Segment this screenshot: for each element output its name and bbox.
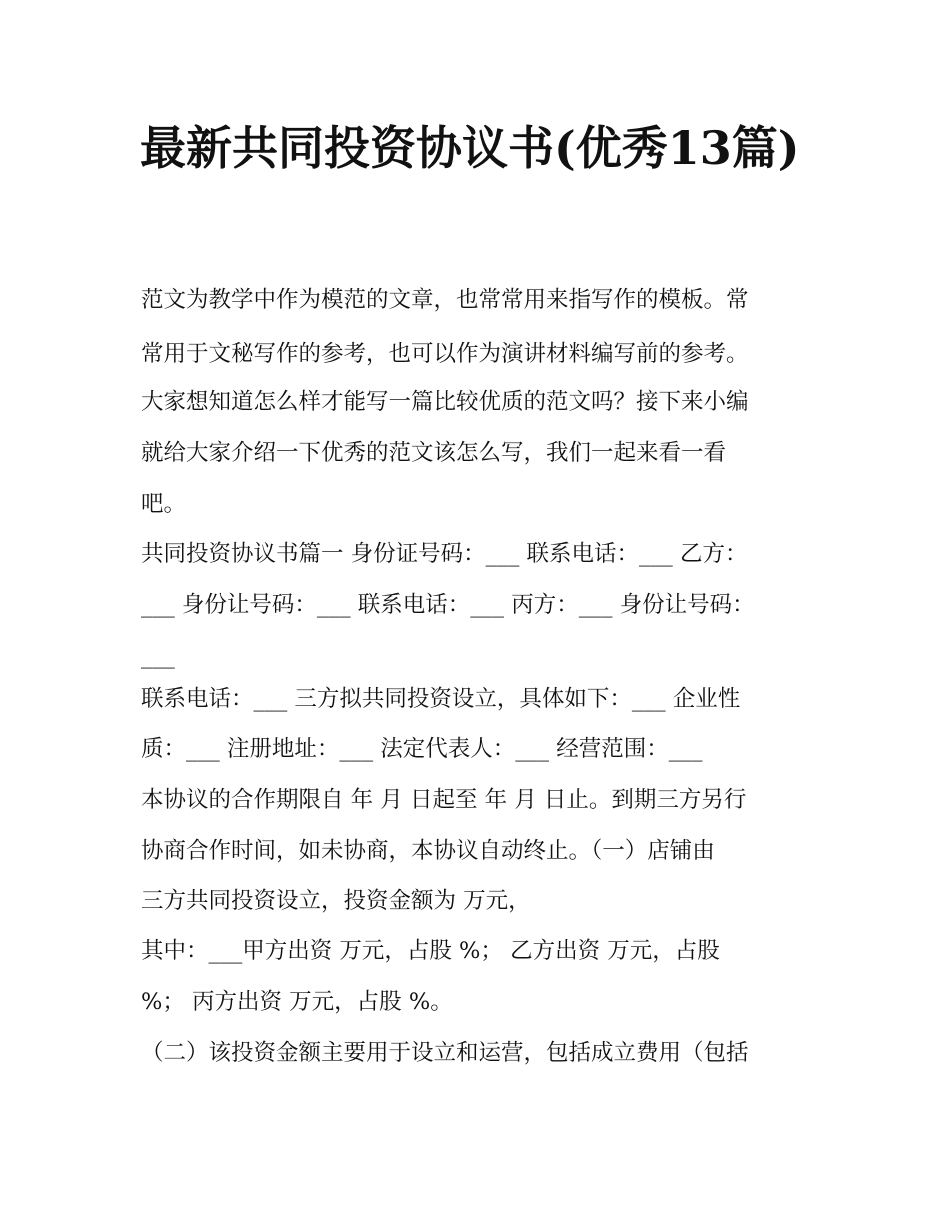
body-line: 范文为教学中作为模范的文章，也常常用来指写作的模板。常 bbox=[141, 287, 749, 313]
body-line: 三方共同投资设立，投资金额为 万元， bbox=[141, 888, 531, 914]
body-line: 联系电话：___ 三方拟共同投资设立，具体如下：___ 企业性 bbox=[141, 686, 741, 712]
body-line: 其中：___甲方出资 万元，占股 %； 乙方出资 万元，占股 bbox=[141, 938, 720, 964]
body-line: （二）该投资金额主要用于设立和运营，包括成立费用（包括 bbox=[141, 1040, 749, 1066]
body-line: ___ bbox=[141, 643, 175, 669]
body-line: ___ 身份让号码：___ 联系电话：___ 丙方：___ 身份让号码： bbox=[141, 592, 755, 618]
body-line: 协商合作时间，如未协商，本协议自动终止。（一）店铺由 bbox=[141, 838, 715, 864]
body-line: 本协议的合作期限自 年 月 日起至 年 月 日止。到期三方另行 bbox=[141, 787, 747, 813]
body-line: %； 丙方出资 万元，占股 %。 bbox=[141, 989, 453, 1015]
body-line: 共同投资协议书篇一 身份证号码：___ 联系电话：___ 乙方： bbox=[141, 541, 748, 567]
body-line: 吧。 bbox=[141, 491, 187, 517]
body-line: 常用于文秘写作的参考，也可以作为演讲材料编写前的参考。 bbox=[141, 341, 749, 367]
body-line: 就给大家介绍一下优秀的范文该怎么写，我们一起来看一看 bbox=[141, 440, 727, 466]
body-line: 质：___ 注册地址：___ 法定代表人：___ 经营范围：___ bbox=[141, 736, 703, 762]
body-line: 大家想知道怎么样才能写一篇比较优质的范文吗？接下来小编 bbox=[141, 389, 749, 415]
document-title: 最新共同投资协议书(优秀13篇) bbox=[140, 121, 800, 175]
